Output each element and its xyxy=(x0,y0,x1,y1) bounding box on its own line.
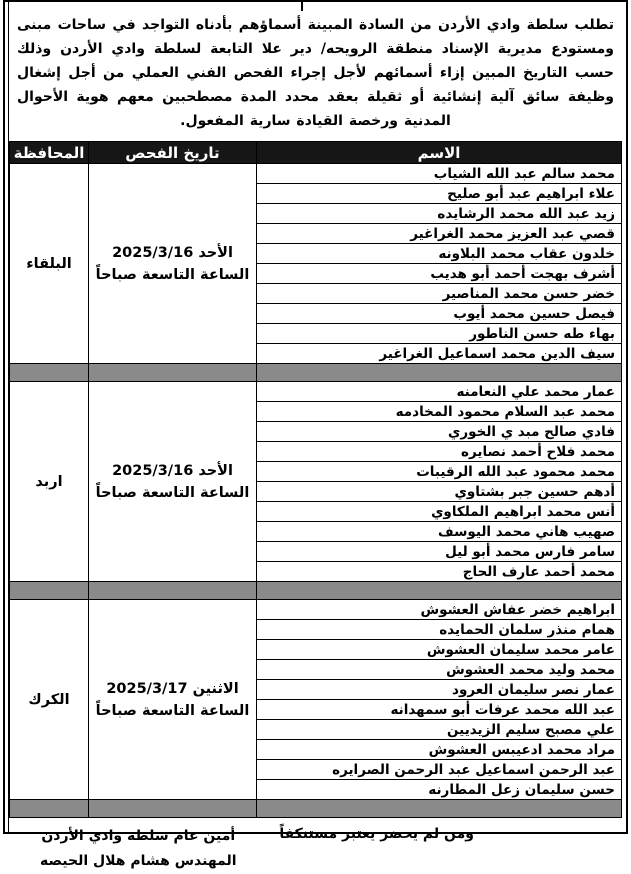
person-name-cell: سيف الدين محمد اسماعيل الغراغير xyxy=(257,344,622,364)
exam-date-day: الأحد 2025/3/16 xyxy=(112,244,233,261)
exam-date-cell xyxy=(89,600,257,800)
group-separator-cell xyxy=(257,364,622,382)
column-header-governorate: المحافظة xyxy=(10,142,89,164)
governorate-cell: الكرك xyxy=(10,600,89,800)
exam-date-cell xyxy=(89,164,257,364)
absence-note: ومن لم يحضر يعتبر مستنكفاً xyxy=(279,826,474,842)
exam-date-cell xyxy=(89,382,257,582)
table-body xyxy=(10,164,622,818)
footer xyxy=(5,818,626,874)
person-name-cell: صهيب هاني محمد اليوسف xyxy=(257,522,622,542)
person-name-cell: عامر محمد سليمان العشوش xyxy=(257,640,622,660)
name-row xyxy=(10,382,622,402)
group-separator-cell xyxy=(89,364,257,382)
exam-date-time: الساعة التاسعة صباحاً xyxy=(95,484,250,501)
person-name-cell: محمد وليد محمد العشوش xyxy=(257,660,622,680)
person-name-cell: أنس محمد ابراهيم الملكاوي xyxy=(257,502,622,522)
group-separator-cell xyxy=(89,800,257,818)
exam-schedule-table xyxy=(9,141,622,818)
person-name-cell: علي مصبح سليم الزيديين xyxy=(257,720,622,740)
person-name-cell: أدهم حسين جبر بشتاوي xyxy=(257,482,622,502)
person-name-cell: عبد الرحمن اسماعيل عبد الرحمن الصرايره xyxy=(257,760,622,780)
governorate-cell: اربد xyxy=(10,382,89,582)
group-separator-cell xyxy=(10,364,89,382)
person-name-cell: عمار نصر سليمان العرود xyxy=(257,680,622,700)
person-name-cell: سامر فارس محمد أبو ليل xyxy=(257,542,622,562)
person-name-cell: فيصل حسين محمد أيوب xyxy=(257,304,622,324)
person-name-cell: محمد فلاح أحمد نصايره xyxy=(257,442,622,462)
frame-inner-left-line xyxy=(8,2,9,832)
person-name-cell: بهاء طه حسن الناطور xyxy=(257,324,622,344)
person-name-cell: عمار محمد علي النعامنه xyxy=(257,382,622,402)
person-name-cell: مراد محمد ادعيبس العشوش xyxy=(257,740,622,760)
person-name-cell: محمد عبد السلام محمود المخادمه xyxy=(257,402,622,422)
person-name-cell: خضر حسن محمد المناصير xyxy=(257,284,622,304)
intro-paragraph: تطلب سلطة وادي الأردن من السادة المبينة أسماؤهم بأدناه التواجد في ساحات مبنى ومستودع مديرية الإسناد منطقة الرويحه/ دير علا التابعة لسلطة وادي الأردن وذلك حسب التاريخ المبين إزاء أسمائهم لأجل إجراء الفحص الفني العملي من أجل إشغال وظيفة سائق آلية إنشائية أو ثقيلة بعقد محدد المدة مصطحبين معهم هوية الأحوال المدنية ورخصة القيادة سارية المفعول. xyxy=(17,17,614,129)
person-name-cell: أشرف بهجت أحمد أبو هديب xyxy=(257,264,622,284)
group-separator-row xyxy=(10,582,622,600)
person-name-cell: محمد سالم عبد الله الشياب xyxy=(257,164,622,184)
exam-date-day: الاثنين 2025/3/17 xyxy=(106,680,239,697)
exam-date-day: الأحد 2025/3/16 xyxy=(112,462,233,479)
person-name-cell: همام منذر سلمان الحمايده xyxy=(257,620,622,640)
group-separator-cell xyxy=(89,582,257,600)
person-name-cell: محمد أحمد عارف الحاج xyxy=(257,562,622,582)
group-separator-cell xyxy=(257,582,622,600)
governorate-cell: البلقاء xyxy=(10,164,89,364)
exam-date-time: الساعة التاسعة صباحاً xyxy=(95,702,250,719)
person-name-cell: خلدون عقاب محمد البلاونه xyxy=(257,244,622,264)
group-separator-cell xyxy=(10,800,89,818)
person-name-cell: ابراهيم خضر عفاش العشوش xyxy=(257,600,622,620)
signature-title: أمين عام سلطة وادي الأردن xyxy=(41,828,236,844)
table-header-row xyxy=(10,142,622,164)
person-name-cell: فادي صالح مبد ي الخوري xyxy=(257,422,622,442)
group-separator-cell xyxy=(10,582,89,600)
page-frame xyxy=(3,0,628,869)
column-header-name: الاسم xyxy=(257,142,622,164)
person-name-cell: قصي عبد العزيز محمد الغراغير xyxy=(257,224,622,244)
exam-date-time: الساعة التاسعة صباحاً xyxy=(95,266,250,283)
signature-block xyxy=(40,824,237,874)
signature-name: المهندس هشام هلال الحيصه xyxy=(40,853,237,869)
group-separator-row xyxy=(10,364,622,382)
person-name-cell: محمد محمود عبد الله الرقيبات xyxy=(257,462,622,482)
person-name-cell: عبد الله محمد عرفات أبو سمهدانه xyxy=(257,700,622,720)
column-header-exam-date: تاريخ الفحص xyxy=(89,142,257,164)
name-row xyxy=(10,164,622,184)
name-row xyxy=(10,600,622,620)
person-name-cell: علاء ابراهيم عبد أبو صليح xyxy=(257,184,622,204)
person-name-cell: زيد عبد الله محمد الرشايده xyxy=(257,204,622,224)
group-separator-cell xyxy=(257,800,622,818)
group-separator-row xyxy=(10,800,622,818)
top-border-remnant xyxy=(301,2,303,11)
person-name-cell: حسن سليمان زعل المطارنه xyxy=(257,780,622,800)
